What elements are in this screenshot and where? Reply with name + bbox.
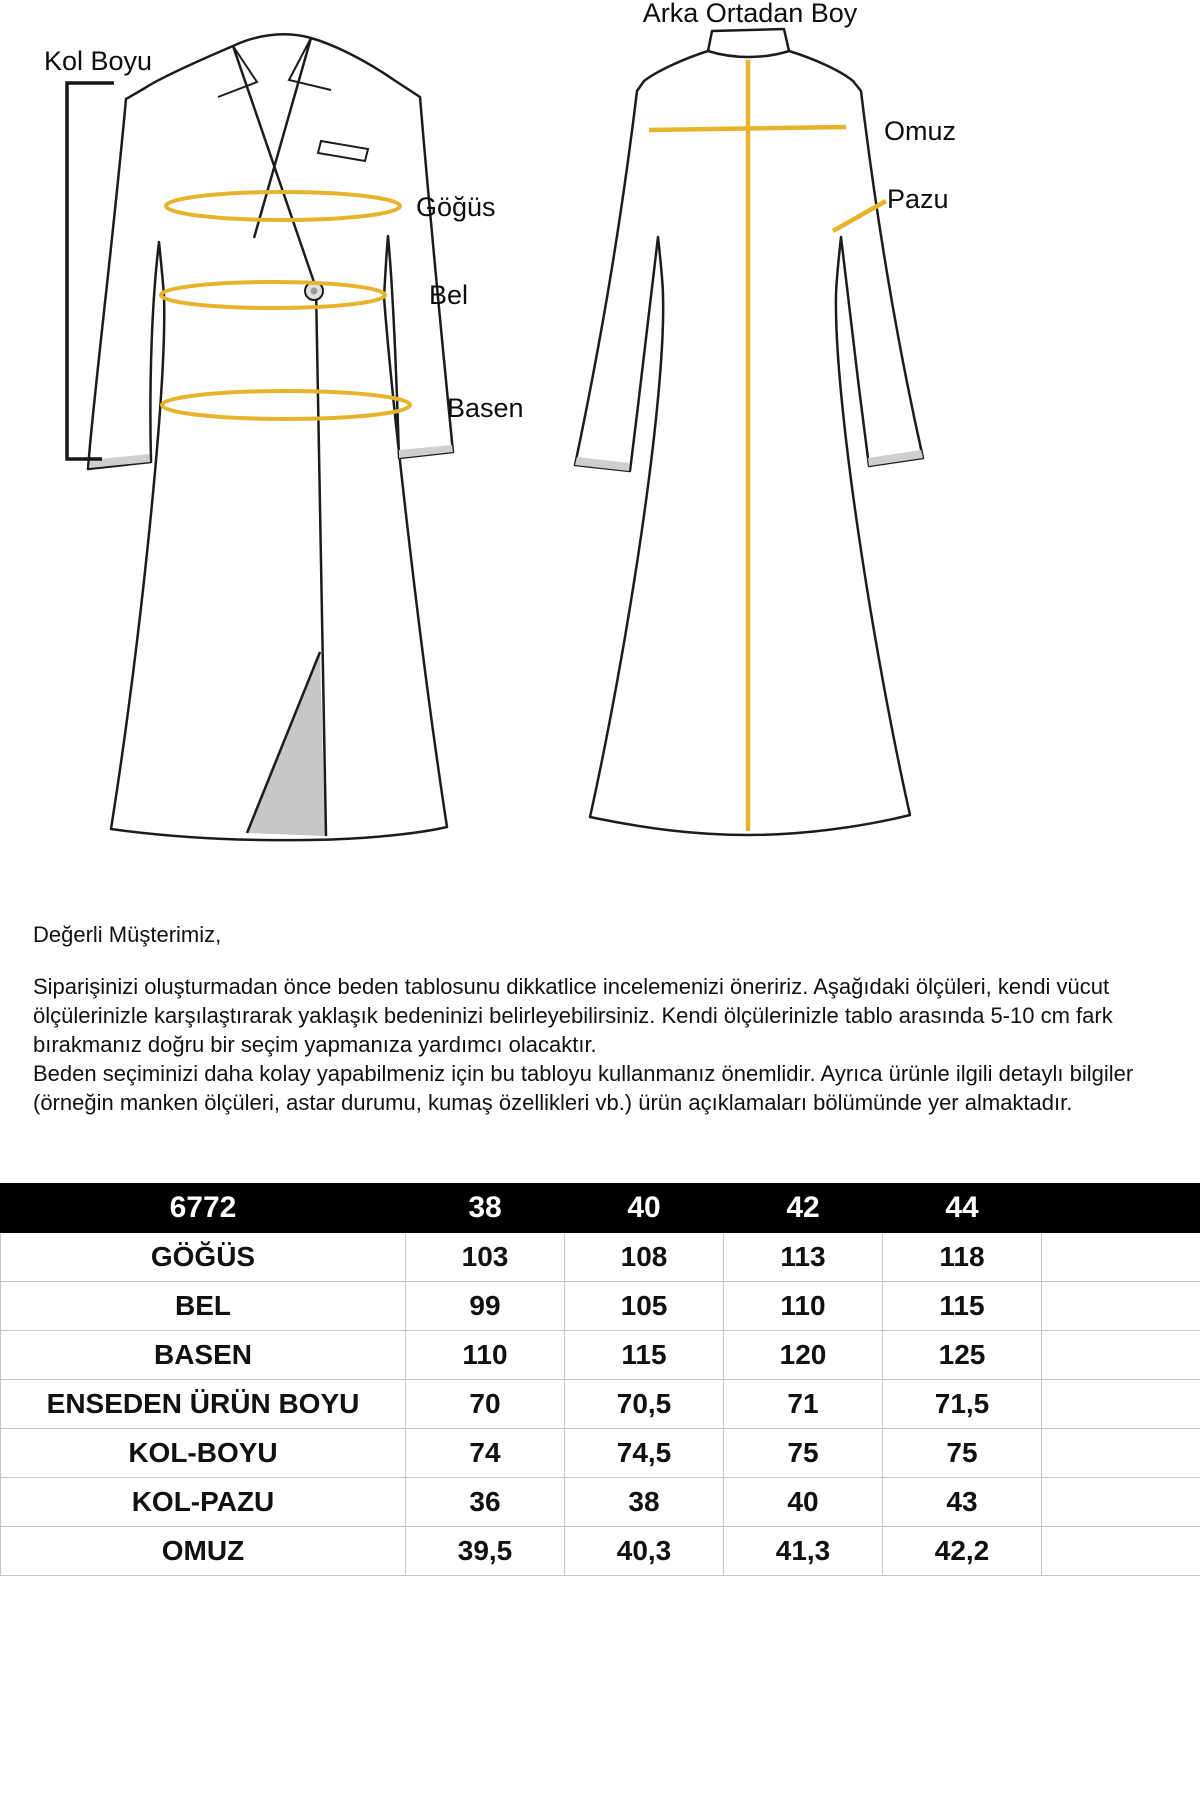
size-value-cell: 110 [406, 1331, 565, 1380]
size-value-cell: 99 [406, 1282, 565, 1331]
arm-length-label: Kol Boyu [44, 46, 153, 76]
table-row [1, 1527, 1200, 1576]
model-code-cell: 6772 [1, 1184, 406, 1233]
size-header-cell: 44 [883, 1184, 1042, 1233]
row-spacer-cell [1042, 1380, 1200, 1429]
table-row [1, 1478, 1200, 1527]
size-value-cell: 108 [565, 1233, 724, 1282]
info-paragraph-1: Siparişinizi oluşturmadan önce beden tablosunu dikkatlice incelemenizi öneririz. Aşağıdaki ölçüleri, kendi vücut ölçülerinizle karşılaştırarak yaklaşık bedeninizi belirleyebilirsiniz. Kendi ölçülerinizle tablo arasında 5-10 cm fark bırakmanız doğru bir seçim yapmanıza yardımcı olacaktır. [33, 974, 1113, 1057]
row-spacer-cell [1042, 1331, 1200, 1380]
table-row [1, 1331, 1200, 1380]
waist-label: Bel [429, 280, 469, 310]
measure-label-cell: ENSEDEN ÜRÜN BOYU [1, 1380, 406, 1429]
greeting-text: Değerli Müşterimiz, [33, 922, 222, 947]
size-header-cell: 40 [565, 1184, 724, 1233]
measure-label-cell: GÖĞÜS [1, 1233, 406, 1282]
back-length-label: Arka Ortadan Boy [642, 0, 858, 28]
size-value-cell: 74,5 [565, 1429, 724, 1478]
row-spacer-cell [1042, 1282, 1200, 1331]
measure-label-cell: BASEN [1, 1331, 406, 1380]
row-spacer-cell [1042, 1527, 1200, 1576]
size-value-cell: 71,5 [883, 1380, 1042, 1429]
size-value-cell: 125 [883, 1331, 1042, 1380]
size-value-cell: 70 [406, 1380, 565, 1429]
size-table-header-row [1, 1184, 1200, 1233]
table-row [1, 1380, 1200, 1429]
size-value-cell: 41,3 [724, 1527, 883, 1576]
shoulder-measure-line [649, 127, 846, 130]
size-value-cell: 75 [883, 1429, 1042, 1478]
info-paragraph-2: Beden seçiminizi daha kolay yapabilmeniz için bu tabloyu kullanmanız önemlidir. Ayrıca ürünle ilgili detaylı bilgiler (örneğin manken ölçüleri, astar durumu, kumaş özellikleri vb.) ürün açıklamaları bölümünde yer almaktadır. [33, 1061, 1134, 1115]
size-value-cell: 113 [724, 1233, 883, 1282]
chest-label: Göğüs [416, 192, 496, 222]
size-value-cell: 74 [406, 1429, 565, 1478]
size-table [0, 1183, 1200, 1576]
size-value-cell: 42,2 [883, 1527, 1042, 1576]
table-row [1, 1282, 1200, 1331]
row-spacer-cell [1042, 1429, 1200, 1478]
size-value-cell: 103 [406, 1233, 565, 1282]
shoulder-label: Omuz [884, 116, 957, 146]
size-value-cell: 115 [883, 1282, 1042, 1331]
size-value-cell: 75 [724, 1429, 883, 1478]
size-value-cell: 110 [724, 1282, 883, 1331]
size-value-cell: 38 [565, 1478, 724, 1527]
table-row [1, 1429, 1200, 1478]
table-row [1, 1233, 1200, 1282]
measure-label-cell: OMUZ [1, 1527, 406, 1576]
coat-front-button-center [311, 288, 318, 295]
size-value-cell: 71 [724, 1380, 883, 1429]
size-value-cell: 36 [406, 1478, 565, 1527]
size-value-cell: 115 [565, 1331, 724, 1380]
size-value-cell: 43 [883, 1478, 1042, 1527]
measure-label-cell: KOL-BOYU [1, 1429, 406, 1478]
size-value-cell: 118 [883, 1233, 1042, 1282]
coat-front-drawing [67, 34, 453, 840]
size-value-cell: 120 [724, 1331, 883, 1380]
size-value-cell: 40,3 [565, 1527, 724, 1576]
header-spacer-cell [1042, 1184, 1200, 1233]
row-spacer-cell [1042, 1478, 1200, 1527]
size-value-cell: 39,5 [406, 1527, 565, 1576]
size-header-cell: 42 [724, 1184, 883, 1233]
size-header-cell: 38 [406, 1184, 565, 1233]
size-value-cell: 40 [724, 1478, 883, 1527]
size-value-cell: 105 [565, 1282, 724, 1331]
customer-info-section [33, 922, 1168, 1117]
row-spacer-cell [1042, 1233, 1200, 1282]
bicep-label: Pazu [887, 184, 949, 214]
coat-back-drawing [575, 29, 923, 835]
hip-label: Basen [447, 393, 524, 423]
measure-label-cell: BEL [1, 1282, 406, 1331]
measure-label-cell: KOL-PAZU [1, 1478, 406, 1527]
size-value-cell: 70,5 [565, 1380, 724, 1429]
